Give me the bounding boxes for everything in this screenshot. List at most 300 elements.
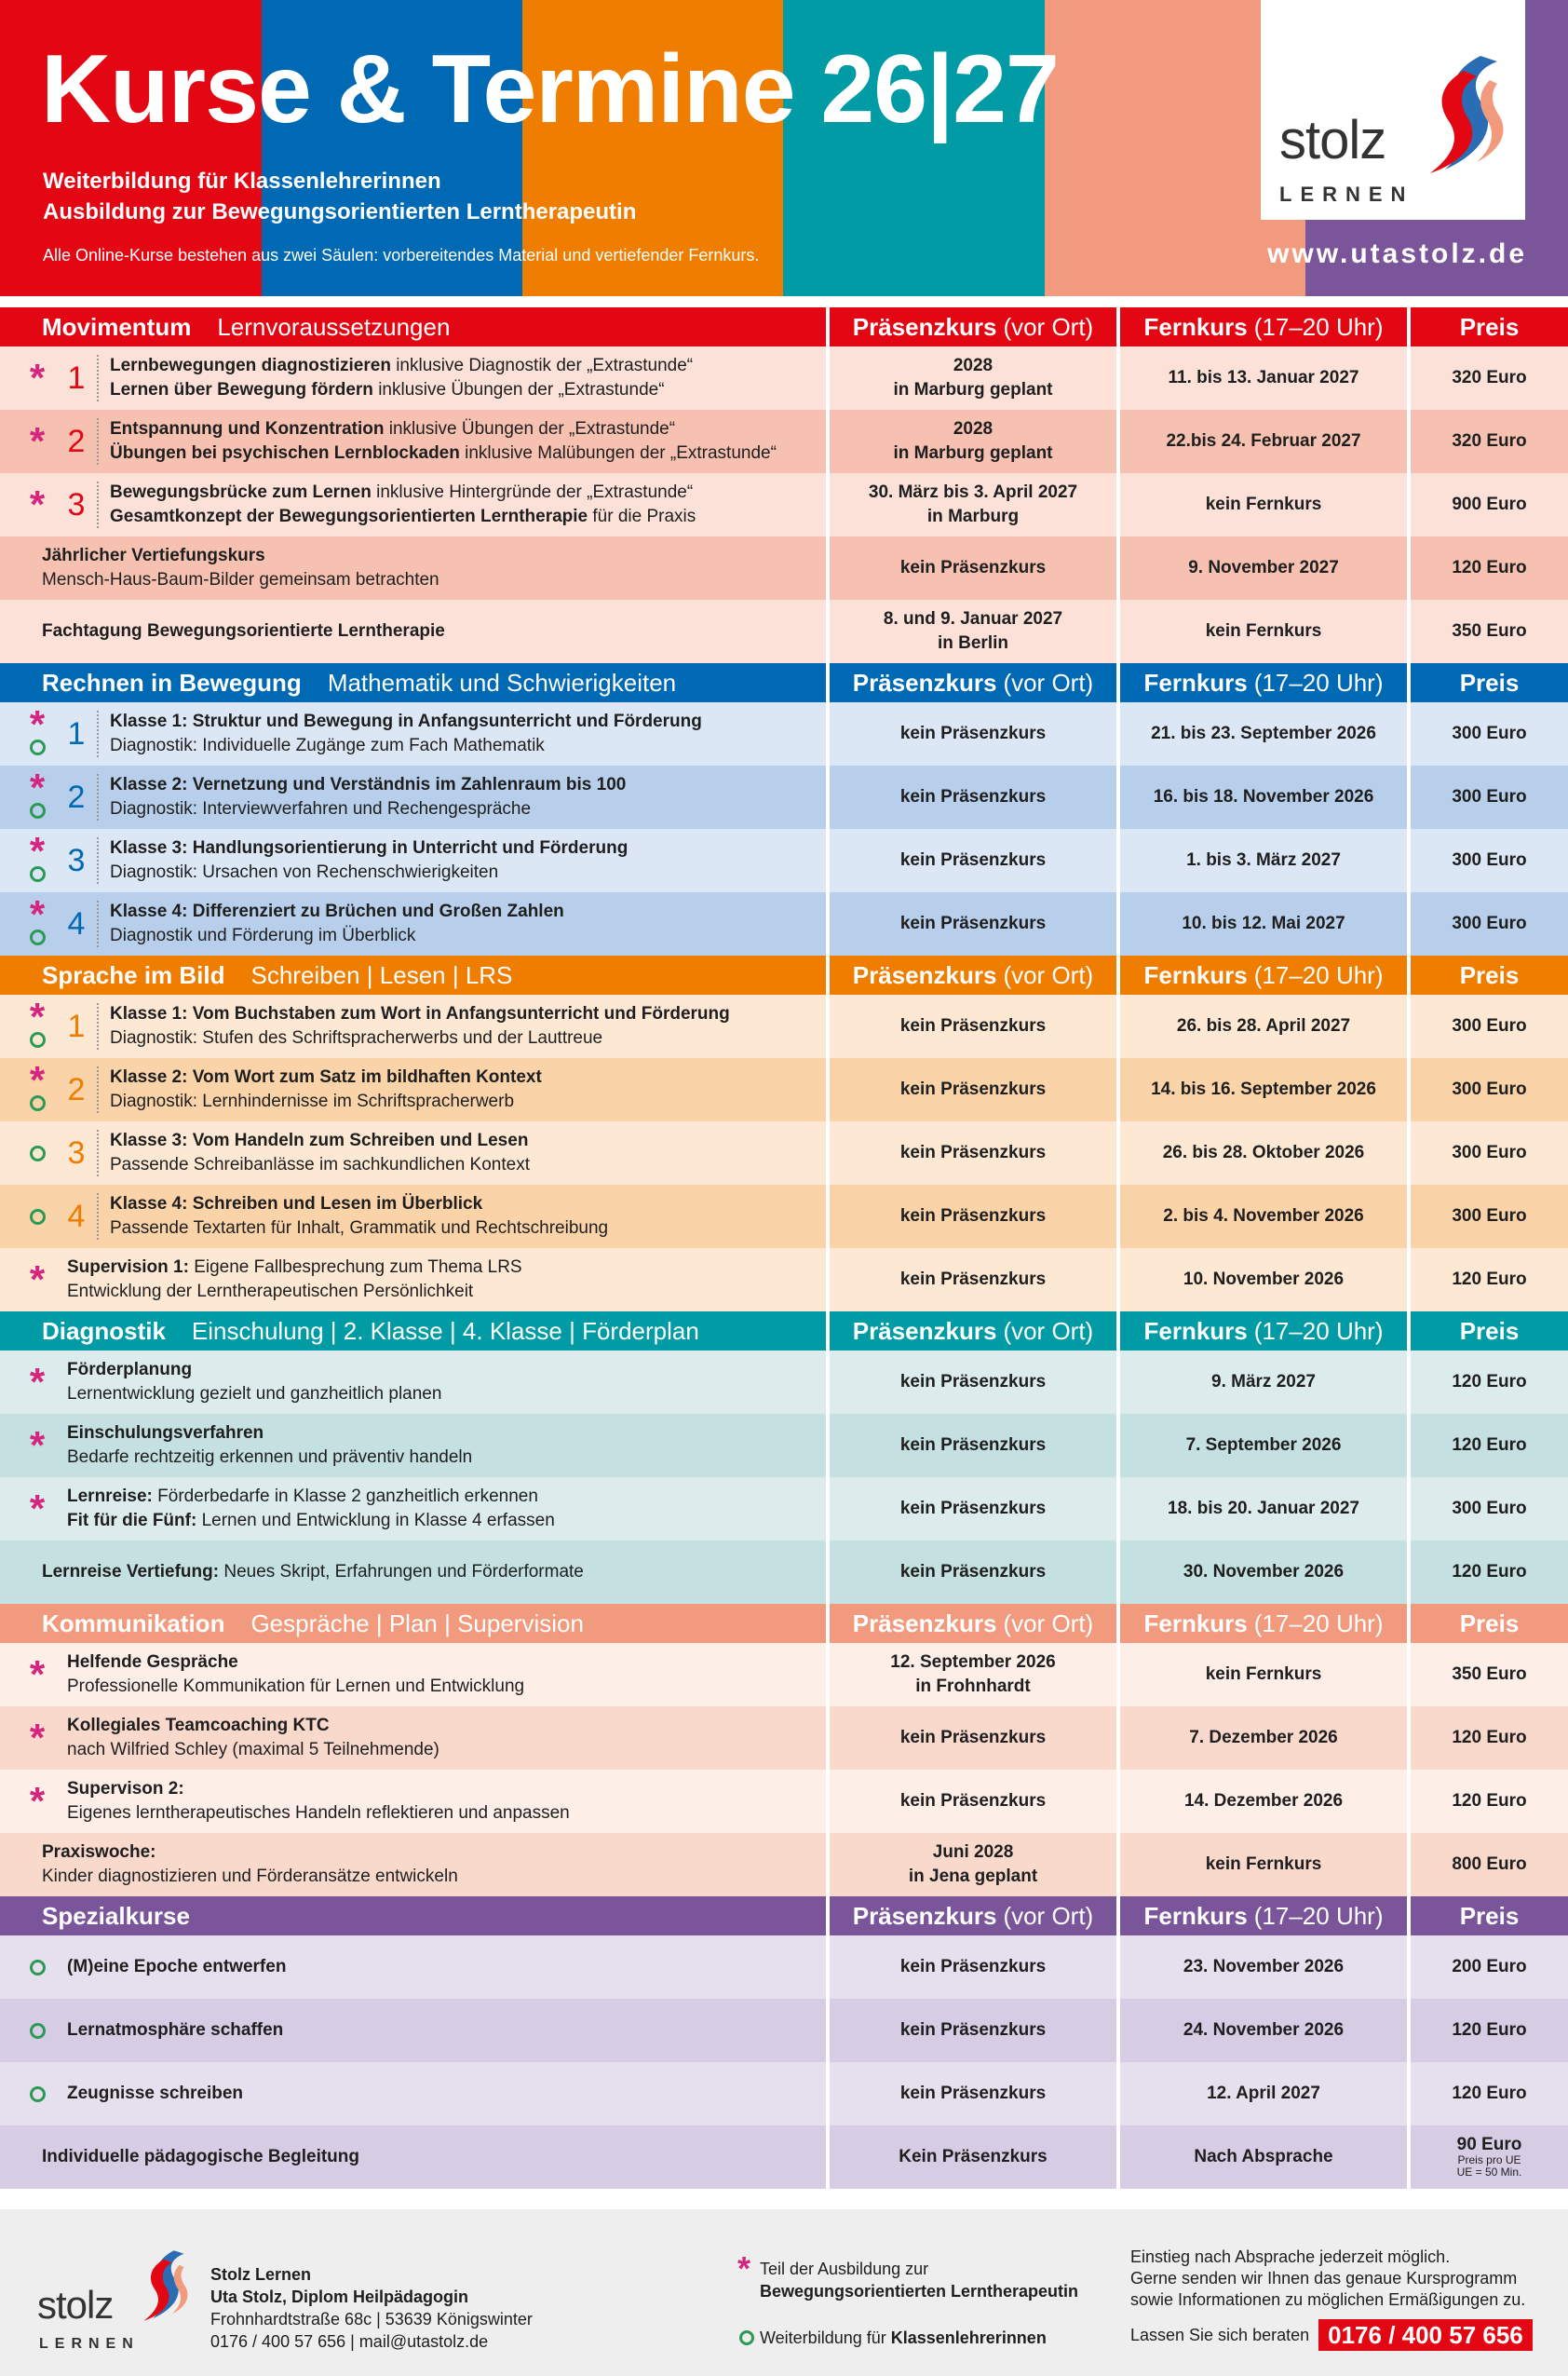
remote-cell bbox=[1120, 1185, 1407, 1248]
column-header-label: Präsenzkurs bbox=[852, 960, 997, 989]
course-description bbox=[67, 1248, 522, 1311]
column-header-label: Preis bbox=[1459, 960, 1520, 989]
course-title-line bbox=[67, 1650, 524, 1675]
course-title-line bbox=[42, 1560, 584, 1584]
course-detail-bold: Lernen über Bewegung fördern bbox=[110, 380, 373, 400]
column-header-presence bbox=[830, 1896, 1116, 1935]
legend bbox=[737, 2249, 1079, 2349]
column-header-presence bbox=[830, 307, 1116, 346]
course-detail-line bbox=[110, 734, 702, 758]
section-subtitle: Schreiben | Lesen | LRS bbox=[250, 960, 513, 989]
course-title-line bbox=[67, 2082, 243, 2106]
presence-date: kein Präsenzkurs bbox=[899, 1372, 1047, 1392]
course-markers bbox=[26, 1121, 48, 1185]
price-cell bbox=[1411, 536, 1568, 600]
legend-star-item bbox=[737, 2249, 1079, 2302]
course-title-line bbox=[110, 354, 693, 378]
presence-date: kein Präsenzkurs bbox=[899, 2084, 1047, 2103]
course-markers bbox=[26, 1935, 48, 1999]
legend-ring-bold: Klassenlehrerinnen bbox=[890, 2328, 1047, 2347]
column-header-remote bbox=[1120, 1311, 1407, 1351]
remote-cell bbox=[1120, 1058, 1407, 1121]
course-description-cell bbox=[0, 410, 826, 473]
presence-date: kein Präsenzkurs bbox=[899, 1143, 1047, 1162]
price-value: 120 Euro bbox=[1452, 1435, 1527, 1455]
remote-cell bbox=[1120, 600, 1407, 663]
presence-date: Kein Präsenzkurs bbox=[899, 2147, 1048, 2166]
remote-date: 1. bis 3. März 2027 bbox=[1186, 850, 1341, 870]
course-title: Fachtagung Bewegungsorientierte Lerntherapie bbox=[42, 621, 445, 641]
price-value: 120 Euro bbox=[1452, 2084, 1527, 2103]
presence-cell bbox=[830, 2062, 1116, 2125]
column-header-note: (17–20 Uhr) bbox=[1253, 960, 1384, 989]
phone-button[interactable]: 0176 / 400 57 656 bbox=[1318, 2319, 1533, 2351]
column-header-presence bbox=[830, 663, 1116, 702]
course-detail-line bbox=[67, 1446, 472, 1470]
section-title: Kommunikation bbox=[42, 1609, 225, 1637]
course-title: Klasse 1: Vom Buchstaben zum Wort in Anfangsunterricht und Förderung bbox=[110, 1004, 730, 1024]
remote-date: kein Fernkurs bbox=[1205, 1664, 1322, 1684]
remote-date: 26. bis 28. April 2027 bbox=[1176, 1016, 1351, 1036]
course-detail-line bbox=[110, 924, 564, 948]
number-divider bbox=[97, 901, 99, 947]
column-header-price bbox=[1411, 663, 1568, 702]
star-icon: * bbox=[29, 419, 46, 463]
course-title-line bbox=[67, 2018, 283, 2043]
price-cell bbox=[1411, 410, 1568, 473]
course-detail-line bbox=[110, 797, 626, 821]
remote-date: 24. November 2026 bbox=[1183, 2020, 1345, 2040]
column-header-price bbox=[1411, 307, 1568, 346]
course-row bbox=[0, 1185, 1568, 1248]
course-markers bbox=[26, 1643, 48, 1706]
remote-cell bbox=[1120, 829, 1407, 892]
section-title-cell bbox=[0, 1896, 826, 1935]
number-divider bbox=[97, 1066, 99, 1113]
column-header-label: Präsenzkurs bbox=[852, 1901, 997, 1930]
remote-cell bbox=[1120, 473, 1407, 536]
presence-cell bbox=[830, 1185, 1116, 1248]
course-title-line bbox=[42, 619, 445, 644]
price-cell bbox=[1411, 1058, 1568, 1121]
remote-date: 14. Dezember 2026 bbox=[1183, 1791, 1344, 1811]
ring-icon bbox=[30, 866, 46, 882]
course-title-line bbox=[110, 417, 777, 441]
number-divider bbox=[97, 1193, 99, 1240]
number-divider bbox=[97, 418, 99, 465]
remote-cell bbox=[1120, 1770, 1407, 1833]
presence-cell bbox=[830, 1833, 1116, 1896]
column-header-label: Präsenzkurs bbox=[852, 1316, 997, 1345]
price-cell bbox=[1411, 346, 1568, 410]
presence-cell bbox=[830, 892, 1116, 956]
address-block bbox=[210, 2263, 533, 2353]
footer-logo-wordmark: stolz bbox=[37, 2283, 114, 2327]
price-value: 800 Euro bbox=[1452, 1854, 1527, 1874]
presence-date: kein Präsenzkurs bbox=[899, 914, 1047, 933]
course-description-cell bbox=[0, 1058, 826, 1121]
column-header-remote bbox=[1120, 663, 1407, 702]
info-line2: Gerne senden wir Ihnen das genaue Kursprogramm bbox=[1130, 2269, 1518, 2288]
course-title-line bbox=[67, 1955, 286, 1979]
remote-date: 21. bis 23. September 2026 bbox=[1151, 724, 1376, 743]
course-description-cell bbox=[0, 892, 826, 956]
course-title-extra: inklusive Diagnostik der „Extrastunde“ bbox=[390, 356, 694, 375]
price-cell bbox=[1411, 1414, 1568, 1477]
price-cell bbox=[1411, 1706, 1568, 1770]
info-line3: sowie Informationen zu möglichen Ermäßigungen zu. bbox=[1130, 2290, 1526, 2309]
section-title: Movimentum bbox=[42, 312, 192, 341]
section-title: Sprache im Bild bbox=[42, 960, 225, 989]
course-title-line bbox=[42, 1840, 458, 1865]
price-note: Preis pro UE bbox=[1457, 2153, 1521, 2166]
course-markers bbox=[26, 1185, 48, 1248]
course-description-cell bbox=[0, 1541, 826, 1604]
address-contact: 0176 / 400 57 656 | mail@utastolz.de bbox=[210, 2332, 489, 2351]
course-markers bbox=[26, 1414, 48, 1477]
course-markers bbox=[26, 473, 48, 536]
column-header-label: Fernkurs bbox=[1143, 1316, 1248, 1345]
price-value: 120 Euro bbox=[1452, 1728, 1527, 1747]
column-header-label: Preis bbox=[1459, 668, 1520, 697]
course-detail-line bbox=[110, 441, 777, 466]
price-value: 300 Euro bbox=[1452, 724, 1527, 743]
course-description-cell bbox=[0, 995, 826, 1058]
course-detail-line bbox=[110, 1216, 608, 1241]
price-value: 120 Euro bbox=[1452, 2020, 1527, 2040]
presence-cell bbox=[830, 1058, 1116, 1121]
presence-cell bbox=[830, 1935, 1116, 1999]
course-row bbox=[0, 1833, 1568, 1896]
remote-cell bbox=[1120, 1477, 1407, 1541]
address-company: Stolz Lernen bbox=[210, 2265, 312, 2284]
course-title: Einschulungsverfahren bbox=[67, 1423, 264, 1443]
course-description bbox=[110, 346, 693, 410]
course-markers bbox=[26, 829, 48, 892]
course-row bbox=[0, 766, 1568, 829]
cta-text: Lassen Sie sich beraten bbox=[1130, 2325, 1310, 2344]
price-cell bbox=[1411, 1770, 1568, 1833]
column-header-note: (vor Ort) bbox=[1003, 960, 1094, 989]
course-row bbox=[0, 1706, 1568, 1770]
remote-cell bbox=[1120, 410, 1407, 473]
price-value: 300 Euro bbox=[1452, 850, 1527, 870]
column-header-label: Preis bbox=[1459, 312, 1520, 341]
section-title-cell bbox=[0, 1311, 826, 1351]
course-title: Klasse 4: Differenziert zu Brüchen und Großen Zahlen bbox=[110, 902, 564, 921]
remote-date: 16. bis 18. November 2026 bbox=[1153, 787, 1374, 807]
course-number: 2 bbox=[67, 1072, 86, 1107]
presence-cell bbox=[830, 1770, 1116, 1833]
course-markers bbox=[26, 1351, 48, 1414]
remote-date: 9. November 2027 bbox=[1188, 558, 1339, 577]
course-row bbox=[0, 2062, 1568, 2125]
presence-cell bbox=[830, 995, 1116, 1058]
price-value: 120 Euro bbox=[1452, 1372, 1527, 1392]
column-header-remote bbox=[1120, 1896, 1407, 1935]
intro-note: Alle Online-Kurse bestehen aus zwei Säulen: vorbereitendes Material und vertiefender Fernkurs. bbox=[43, 246, 760, 265]
course-title: Zeugnisse schreiben bbox=[67, 2084, 244, 2103]
course-description-cell bbox=[0, 2062, 826, 2125]
footer-flame-logo-icon bbox=[130, 2247, 192, 2325]
section-subtitle: Einschulung | 2. Klasse | 4. Klasse | Förderplan bbox=[191, 1316, 699, 1345]
course-detail: nach Wilfried Schley (maximal 5 Teilnehmende) bbox=[67, 1740, 439, 1759]
price-cell bbox=[1411, 2062, 1568, 2125]
course-markers bbox=[26, 995, 48, 1058]
ring-icon bbox=[30, 1095, 46, 1111]
course-markers bbox=[26, 1058, 48, 1121]
course-markers bbox=[26, 892, 48, 956]
price-cell bbox=[1411, 1833, 1568, 1896]
remote-date: 7. September 2026 bbox=[1185, 1435, 1342, 1455]
course-row bbox=[0, 702, 1568, 766]
course-detail: Kinder diagnostizieren und Förderansätze entwickeln bbox=[42, 1867, 458, 1886]
course-detail-bold: Gesamtkonzept der Bewegungsorientierten Lerntherapie bbox=[110, 507, 588, 526]
number-divider bbox=[97, 711, 99, 757]
presence-date: kein Präsenzkurs bbox=[899, 724, 1047, 743]
course-number: 1 bbox=[67, 716, 86, 752]
course-title-line bbox=[110, 1129, 530, 1153]
price-cell bbox=[1411, 2125, 1568, 2189]
course-title: Klasse 4: Schreiben und Lesen im Überblick bbox=[110, 1194, 483, 1214]
course-description bbox=[110, 410, 777, 473]
course-detail-line bbox=[110, 1026, 730, 1051]
presence-cell bbox=[830, 410, 1116, 473]
section-subtitle: Mathematik und Schwierigkeiten bbox=[327, 668, 677, 697]
price-cell bbox=[1411, 1351, 1568, 1414]
course-description-cell bbox=[0, 1248, 826, 1311]
star-icon: * bbox=[29, 482, 46, 526]
course-description-cell bbox=[0, 1414, 826, 1477]
course-description-cell bbox=[0, 1477, 826, 1541]
price-value: 350 Euro bbox=[1452, 1664, 1527, 1684]
legend-ring-text: Weiterbildung für bbox=[760, 2328, 891, 2347]
course-description-cell bbox=[0, 536, 826, 600]
column-header-remote bbox=[1120, 307, 1407, 346]
course-detail-line bbox=[67, 1801, 570, 1826]
remote-date: 7. Dezember 2026 bbox=[1189, 1728, 1338, 1747]
course-description bbox=[67, 1706, 439, 1770]
presence-date: kein Präsenzkurs bbox=[899, 1562, 1047, 1582]
course-markers bbox=[26, 1477, 48, 1541]
course-description-cell bbox=[0, 1643, 826, 1706]
course-detail: Lernen und Entwicklung in Klasse 4 erfassen bbox=[196, 1511, 555, 1530]
section-title: Diagnostik bbox=[42, 1316, 166, 1345]
course-description bbox=[110, 766, 626, 829]
ring-icon bbox=[739, 2330, 754, 2345]
star-icon: * bbox=[29, 1652, 46, 1696]
section-title-cell bbox=[0, 956, 826, 995]
column-header-note: (17–20 Uhr) bbox=[1253, 1609, 1384, 1637]
website-link[interactable]: www.utastolz.de bbox=[1267, 238, 1527, 269]
presence-cell bbox=[830, 1541, 1116, 1604]
price-cell bbox=[1411, 1248, 1568, 1311]
section-subtitle: Gespräche | Plan | Supervision bbox=[250, 1609, 584, 1637]
price-cell bbox=[1411, 829, 1568, 892]
course-title: Helfende Gespräche bbox=[67, 1652, 238, 1672]
course-description-cell bbox=[0, 1185, 826, 1248]
course-detail-line bbox=[67, 1280, 522, 1304]
course-markers bbox=[26, 702, 48, 766]
course-title: Jährlicher Vertiefungskurs bbox=[42, 546, 265, 565]
price-cell bbox=[1411, 892, 1568, 956]
course-description bbox=[110, 995, 730, 1058]
course-row bbox=[0, 2125, 1568, 2189]
course-title: Lernreise Vertiefung: bbox=[42, 1562, 220, 1582]
course-detail-line bbox=[67, 1675, 524, 1699]
course-description bbox=[67, 1414, 472, 1477]
course-title-line bbox=[110, 481, 696, 505]
price-value: 300 Euro bbox=[1452, 787, 1527, 807]
column-header-note: (vor Ort) bbox=[1003, 1901, 1094, 1930]
course-row bbox=[0, 1477, 1568, 1541]
course-description-cell bbox=[0, 346, 826, 410]
course-title-line bbox=[67, 1714, 439, 1738]
course-markers bbox=[26, 1999, 48, 2062]
price-value: 300 Euro bbox=[1452, 914, 1527, 933]
column-header-note: (17–20 Uhr) bbox=[1253, 668, 1384, 697]
star-icon: * bbox=[29, 1057, 46, 1102]
presence-cell bbox=[830, 702, 1116, 766]
presence-date: kein Präsenzkurs bbox=[899, 1499, 1047, 1518]
course-description-cell bbox=[0, 1121, 826, 1185]
course-title: Bewegungsbrücke zum Lernen bbox=[110, 482, 372, 502]
price-value: 120 Euro bbox=[1452, 1562, 1527, 1582]
price-unit: UE = 50 Min. bbox=[1456, 2166, 1522, 2179]
price-cell bbox=[1411, 473, 1568, 536]
course-description bbox=[67, 1770, 570, 1833]
ring-icon bbox=[30, 1960, 46, 1975]
presence-date: kein Präsenzkurs bbox=[899, 1206, 1047, 1226]
course-detail: Lernentwicklung gezielt und ganzheitlich planen bbox=[67, 1384, 442, 1404]
logo-wordmark: stolz bbox=[1279, 110, 1386, 170]
remote-date: 2. bis 4. November 2026 bbox=[1163, 1206, 1364, 1226]
course-title-extra: inklusive Hintergründe der „Extrastunde“ bbox=[371, 482, 694, 502]
course-title-line bbox=[67, 1485, 555, 1509]
section-title-cell bbox=[0, 663, 826, 702]
course-description bbox=[67, 1999, 283, 2062]
remote-cell bbox=[1120, 892, 1407, 956]
remote-date: 30. November 2026 bbox=[1183, 1562, 1345, 1582]
course-description-cell bbox=[0, 1999, 826, 2062]
remote-date: 10. bis 12. Mai 2027 bbox=[1182, 914, 1345, 933]
ring-icon bbox=[30, 2023, 46, 2039]
course-markers bbox=[26, 1770, 48, 1833]
course-detail: Diagnostik: Lernhindernisse im Schriftspracherwerb bbox=[110, 1092, 515, 1111]
course-row bbox=[0, 995, 1568, 1058]
presence-cell bbox=[830, 600, 1116, 663]
presence-cell bbox=[830, 473, 1116, 536]
remote-date: 14. bis 16. September 2026 bbox=[1151, 1079, 1376, 1099]
number-divider bbox=[97, 355, 99, 401]
course-description-cell bbox=[0, 473, 826, 536]
price-cell bbox=[1411, 766, 1568, 829]
presence-place: in Marburg geplant bbox=[893, 443, 1053, 463]
column-header-note: (17–20 Uhr) bbox=[1253, 312, 1384, 341]
course-title-line bbox=[42, 2145, 359, 2169]
column-header-price bbox=[1411, 1896, 1568, 1935]
presence-cell bbox=[830, 766, 1116, 829]
course-title: Klasse 2: Vom Wort zum Satz im bildhaften Kontext bbox=[110, 1067, 542, 1087]
course-table bbox=[0, 307, 1568, 2189]
column-header-label: Präsenzkurs bbox=[852, 668, 997, 697]
course-title-line bbox=[67, 1421, 472, 1446]
course-detail-line bbox=[67, 1382, 441, 1406]
course-detail: inklusive Malübungen der „Extrastunde“ bbox=[459, 443, 777, 463]
course-detail-line bbox=[110, 861, 628, 885]
section-title-cell bbox=[0, 1604, 826, 1643]
presence-date: kein Präsenzkurs bbox=[899, 1791, 1047, 1811]
course-description bbox=[42, 600, 445, 663]
course-title-line bbox=[110, 710, 702, 734]
section-header bbox=[0, 663, 1568, 702]
number-divider bbox=[97, 1003, 99, 1050]
price-value: 120 Euro bbox=[1452, 558, 1527, 577]
course-row bbox=[0, 892, 1568, 956]
course-row bbox=[0, 1248, 1568, 1311]
remote-date: Nach Absprache bbox=[1194, 2147, 1333, 2166]
remote-cell bbox=[1120, 1414, 1407, 1477]
course-detail: Diagnostik: Stufen des Schriftspracherwerbs und der Lauttreue bbox=[110, 1028, 603, 1048]
course-row bbox=[0, 1414, 1568, 1477]
column-header-note: (vor Ort) bbox=[1003, 668, 1094, 697]
course-detail: Diagnostik: Individuelle Zugänge zum Fach Mathematik bbox=[110, 736, 545, 755]
course-title: Supervision 1: bbox=[67, 1257, 189, 1277]
presence-date: kein Präsenzkurs bbox=[899, 850, 1047, 870]
course-title-extra: Förderbedarfe in Klasse 2 ganzheitlich erkennen bbox=[152, 1487, 538, 1506]
star-icon: * bbox=[29, 765, 46, 809]
presence-date: kein Präsenzkurs bbox=[899, 1435, 1047, 1455]
course-row bbox=[0, 1058, 1568, 1121]
presence-place: in Frohnhardt bbox=[915, 1677, 1031, 1696]
course-row bbox=[0, 1351, 1568, 1414]
presence-cell bbox=[830, 536, 1116, 600]
course-row bbox=[0, 410, 1568, 473]
course-description-cell bbox=[0, 2125, 826, 2189]
info-block bbox=[1130, 2247, 1525, 2311]
remote-date: kein Fernkurs bbox=[1205, 1854, 1322, 1874]
ring-icon bbox=[30, 740, 46, 755]
remote-cell bbox=[1120, 346, 1407, 410]
course-title-line bbox=[67, 1777, 570, 1801]
section-header bbox=[0, 1896, 1568, 1935]
course-description bbox=[110, 1121, 530, 1185]
course-title: Klasse 1: Struktur und Bewegung in Anfangsunterricht und Förderung bbox=[110, 712, 702, 731]
presence-date: kein Präsenzkurs bbox=[899, 1728, 1047, 1747]
price-value: 200 Euro bbox=[1452, 1957, 1527, 1976]
course-number: 4 bbox=[67, 906, 86, 942]
course-description-cell bbox=[0, 1706, 826, 1770]
column-header-label: Preis bbox=[1459, 1316, 1520, 1345]
course-description bbox=[110, 892, 564, 956]
course-description bbox=[110, 829, 628, 892]
legend-star-line1: Teil der Ausbildung zur bbox=[760, 2260, 929, 2278]
presence-date: kein Präsenzkurs bbox=[899, 1957, 1047, 1976]
course-description-cell bbox=[0, 1833, 826, 1896]
price-value: 300 Euro bbox=[1452, 1016, 1527, 1036]
price-value: 300 Euro bbox=[1452, 1206, 1527, 1226]
course-detail-line bbox=[42, 568, 439, 592]
footer bbox=[0, 2209, 1568, 2376]
price-value: 300 Euro bbox=[1452, 1079, 1527, 1099]
remote-cell bbox=[1120, 995, 1407, 1058]
logo-subtitle: LERNEN bbox=[1279, 183, 1414, 206]
course-description-cell bbox=[0, 829, 826, 892]
course-title-line bbox=[42, 544, 439, 568]
column-header-label: Fernkurs bbox=[1143, 1609, 1248, 1637]
course-detail-line bbox=[110, 1153, 530, 1177]
address-street: Frohnhardtstraße 68c | 53639 Königswinter bbox=[210, 2310, 533, 2328]
